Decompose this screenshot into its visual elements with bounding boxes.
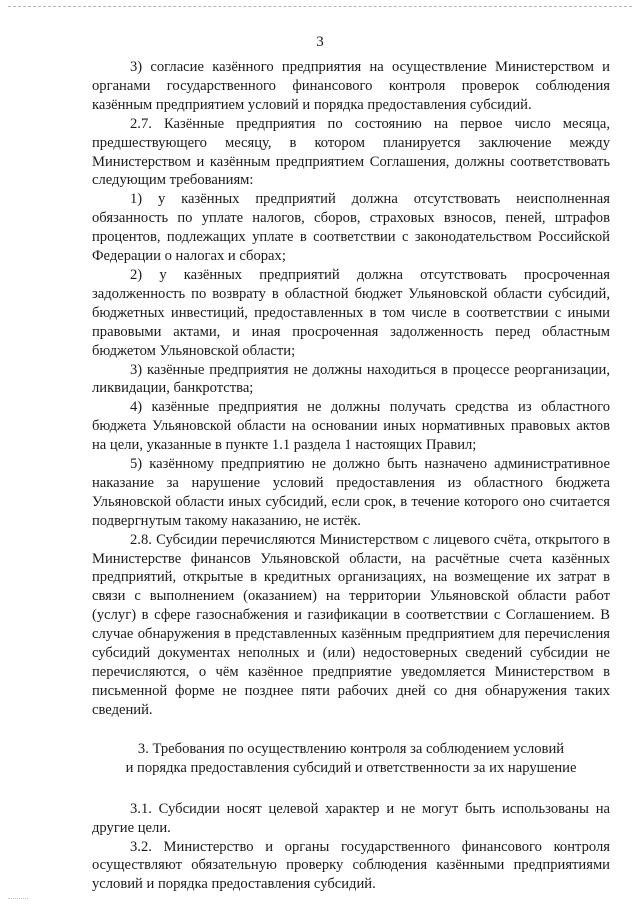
scan-bottom-edge [8, 898, 28, 899]
paragraph-requirement-3: 3) казённые предприятия не должны находиться в процессе реорганизации, ликвидации, банкротства; [92, 361, 610, 397]
paragraph-requirement-4: 4) казённые предприятия не должны получать средства из областного бюджета Ульяновской области на основании иных нормативных правовых актов на цели, указанные в пункте 1.1 раздела 1 настоящих Правил; [92, 399, 610, 454]
paragraph-requirement-1: 1) у казённых предприятий должна отсутствовать неисполненная обязанность по уплате налогов, сборов, страховых взносов, пеней, штрафов процентов, подлежащих уплате в соответствии с законодательством Российской Федерации о налогах и сборах; [92, 191, 610, 265]
paragraph-clause-2-7: 2.7. Казённые предприятия по состоянию на первое число месяца, предшествующего месяцу, в котором планируется заключение между Министерством и казённым предприятием Соглашения, должны соответствовать следующим требованиям: [92, 115, 610, 189]
document-body [92, 58, 610, 894]
paragraph-clause-3-2: 3.2. Министерство и органы государственного финансового контроля осуществляют обязательную проверку соблюдения казёнными предприятиями условий и порядка предоставления субсидий. [92, 838, 610, 893]
paragraph-requirement-5: 5) казённому предприятию не должно быть назначено административное наказание за нарушение условий предоставления из областного бюджета Ульяновской области иных субсидий, если срок, в течение которого оно считается подвергнутым такому наказанию, не истёк. [92, 456, 610, 529]
section-3-title [92, 740, 610, 778]
scan-top-edge [8, 6, 632, 7]
section-title-line-1: 3. Требования по осуществлению контроля за соблюдением условий [137, 740, 565, 757]
paragraph-clause-2-8: 2.8. Субсидии перечисляются Министерством с лицевого счёта, открытого в Министерстве финансов Ульяновской области, на расчётные счета казённых предприятий, открытые в кредитных организациях, на возмещение их затрат в связи с выполнением (оказанием) на территории Ульяновской области работ (услуг) в сфере газоснабжения и газификации в соответствии с Соглашением. В случае обнаружения в представленных казённым предприятием для перечисления субсидий документах неполных и (или) недостоверных сведений субсидии не перечисляются, о чём казённое предприятие уведомляется Министерством в письменной форме не позднее пяти рабочих дней со дня обнаружения таких сведений. [92, 531, 610, 718]
section-title-line-2: и порядка предоставления субсидий и ответственности за их нарушение [125, 759, 577, 776]
paragraph-requirement-2: 2) у казённых предприятий должна отсутствовать просроченная задолженность по возврату в областной бюджет Ульяновской области субсидий, бюджетных инвестиций, предоставленных в том числе в соответствии с иными правовыми актами, и иная просроченная задолженность перед областным бюджетом Ульяновской области; [92, 266, 610, 359]
paragraph-consent-item-3: 3) согласие казённого предприятия на осуществление Министерством и органами государственного финансового контроля проверок соблюдения казённым предприятием условий и порядка предоставления субсидий. [92, 59, 610, 113]
paragraph-clause-3-1: 3.1. Субсидии носят целевой характер и не могут быть использованы на другие цели. [92, 800, 610, 836]
page-number: 3 [316, 34, 324, 50]
